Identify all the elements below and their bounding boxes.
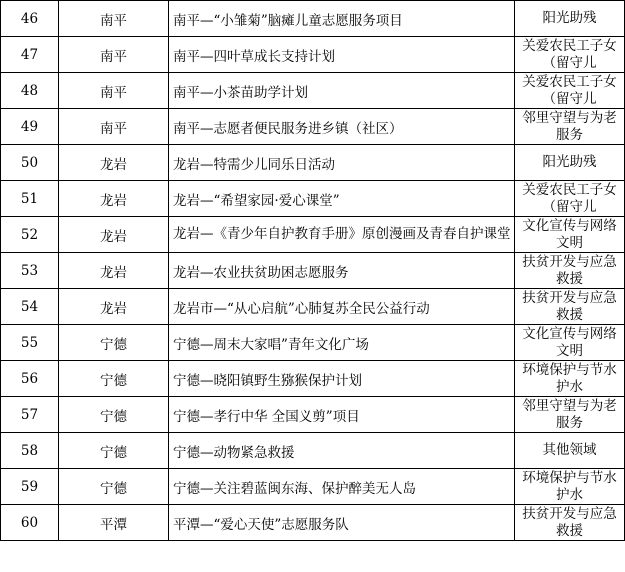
row-region: 龙岩: [59, 145, 169, 181]
row-project: 龙岩—特需少儿同乐日活动: [169, 145, 515, 181]
row-project: 宁德—孝行中华 全国义剪”项目: [169, 397, 515, 433]
row-number: 54: [1, 289, 59, 325]
row-project: 宁德—动物紧急救援: [169, 433, 515, 469]
row-category: 邻里守望与为老服务: [515, 109, 625, 145]
row-project: 南平—“小雏菊”脑瘫儿童志愿服务项目: [169, 1, 515, 37]
row-region: 龙岩: [59, 181, 169, 217]
row-region: 宁德: [59, 325, 169, 361]
row-project: 龙岩—农业扶贫助困志愿服务: [169, 253, 515, 289]
row-region: 南平: [59, 1, 169, 37]
row-region: 宁德: [59, 433, 169, 469]
row-project: 南平—四叶草成长支持计划: [169, 37, 515, 73]
row-project: 宁德—晓阳镇野生猕猴保护计划: [169, 361, 515, 397]
table-row: [1, 1, 625, 37]
row-project: 宁德—周末大家唱”青年文化广场: [169, 325, 515, 361]
table-row: [1, 361, 625, 397]
row-region: 南平: [59, 109, 169, 145]
row-category: 文化宣传与网络文明: [515, 217, 625, 253]
row-region: 宁德: [59, 469, 169, 505]
row-number: 57: [1, 397, 59, 433]
row-category: 关爱农民工子女（留守儿: [515, 181, 625, 217]
row-category: 阳光助残: [515, 145, 625, 181]
row-category: 扶贫开发与应急救援: [515, 505, 625, 541]
row-number: 49: [1, 109, 59, 145]
row-project: 龙岩—“希望家园·爱心课堂”: [169, 181, 515, 217]
row-number: 59: [1, 469, 59, 505]
row-region: 龙岩: [59, 253, 169, 289]
row-category: 环境保护与节水护水: [515, 469, 625, 505]
table-row: [1, 397, 625, 433]
row-category: 文化宣传与网络文明: [515, 325, 625, 361]
row-project: 龙岩—《青少年自护教育手册》原创漫画及青春自护课堂: [169, 217, 515, 253]
row-number: 46: [1, 1, 59, 37]
table-row: [1, 325, 625, 361]
row-category: 关爱农民工子女（留守儿: [515, 73, 625, 109]
row-category: 环境保护与节水护水: [515, 361, 625, 397]
row-region: 平潭: [59, 505, 169, 541]
row-number: 58: [1, 433, 59, 469]
table-row: [1, 217, 625, 253]
table-row: [1, 109, 625, 145]
row-number: 55: [1, 325, 59, 361]
row-region: 龙岩: [59, 217, 169, 253]
row-region: 宁德: [59, 397, 169, 433]
table-row: [1, 433, 625, 469]
table-row: [1, 37, 625, 73]
table-row: [1, 181, 625, 217]
row-number: 50: [1, 145, 59, 181]
row-project: 南平—小茶苗助学计划: [169, 73, 515, 109]
row-number: 53: [1, 253, 59, 289]
row-region: 南平: [59, 73, 169, 109]
row-project: 南平—志愿者便民服务进乡镇（社区）: [169, 109, 515, 145]
row-project: 龙岩市—“从心启航”心肺复苏全民公益行动: [169, 289, 515, 325]
row-project: 平潭—“爱心天使”志愿服务队: [169, 505, 515, 541]
row-region: 龙岩: [59, 289, 169, 325]
row-number: 56: [1, 361, 59, 397]
row-region: 宁德: [59, 361, 169, 397]
table-row: [1, 469, 625, 505]
row-number: 48: [1, 73, 59, 109]
table-row: [1, 289, 625, 325]
row-number: 51: [1, 181, 59, 217]
table-row: [1, 253, 625, 289]
table-row: [1, 505, 625, 541]
row-number: 47: [1, 37, 59, 73]
table-row: [1, 73, 625, 109]
row-category: 关爱农民工子女（留守儿: [515, 37, 625, 73]
row-region: 南平: [59, 37, 169, 73]
row-category: 阳光助残: [515, 1, 625, 37]
row-category: 其他领域: [515, 433, 625, 469]
row-number: 60: [1, 505, 59, 541]
row-category: 邻里守望与为老服务: [515, 397, 625, 433]
row-category: 扶贫开发与应急救援: [515, 289, 625, 325]
row-project: 宁德—关注碧蓝闽东海、保护醉美无人岛: [169, 469, 515, 505]
row-category: 扶贫开发与应急救援: [515, 253, 625, 289]
table-row: [1, 145, 625, 181]
row-number: 52: [1, 217, 59, 253]
